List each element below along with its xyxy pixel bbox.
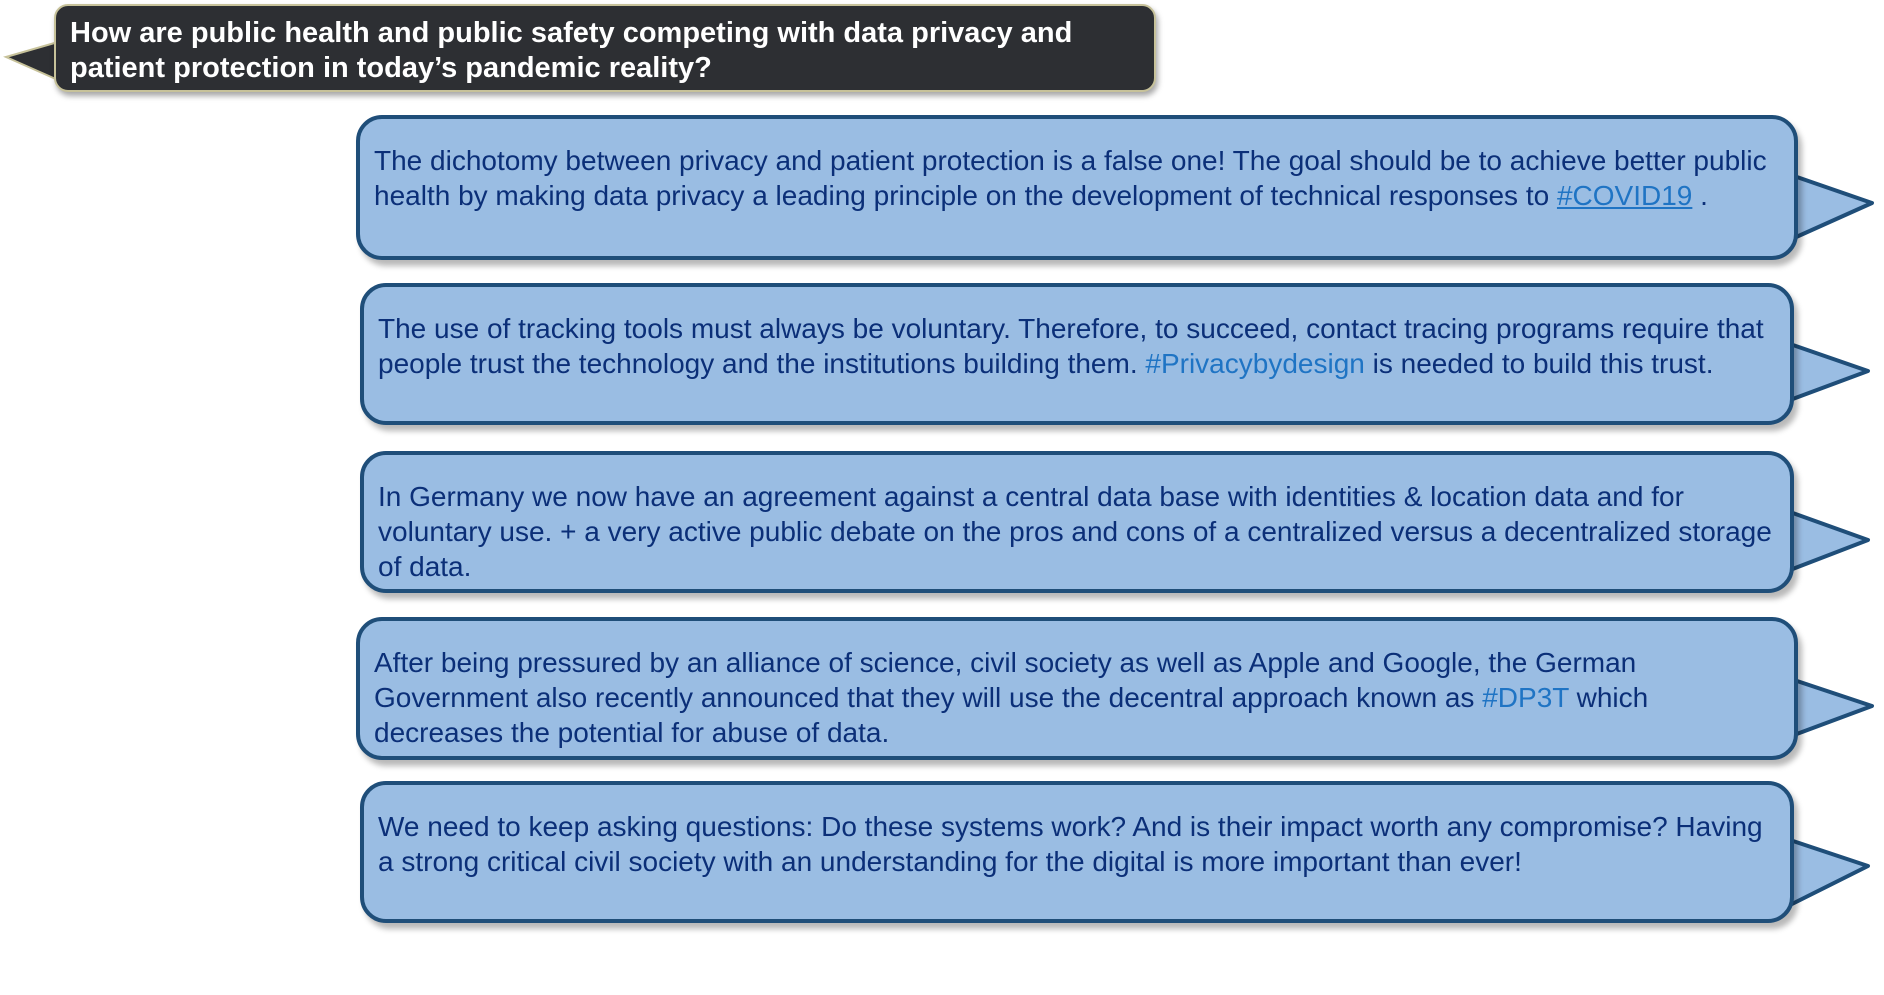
answer-bubble-2 bbox=[360, 283, 1794, 425]
answer-1-text: The dichotomy between privacy and patient protection is a false one! The goal should be to achieve better public health by making data privacy a leading principle on the development of technical responses to bbox=[374, 145, 1767, 211]
question-text: How are public health and public safety competing with data privacy and patient protection in today’s pandemic reality? bbox=[70, 17, 1073, 84]
answer-2-tail bbox=[1790, 344, 1868, 400]
answer-3-text: In Germany we now have an agreement against a central data base with identities & location data and for voluntary use. + a very active public debate on the pros and cons of a centralized versus a decentralized storage of data. bbox=[378, 481, 1772, 582]
question-tail bbox=[6, 42, 58, 80]
answer-4-tail bbox=[1794, 680, 1872, 735]
question-callout bbox=[54, 4, 1156, 92]
answer-3-tail bbox=[1790, 512, 1868, 570]
answer-1-text-end: . bbox=[1692, 180, 1708, 211]
answer-5-tail bbox=[1790, 840, 1868, 905]
answer-5-text: We need to keep asking questions: Do these systems work? And is their impact worth any compromise? Having a strong critical civil society with an understanding for the digital is more important than ever! bbox=[378, 811, 1763, 877]
answer-1-tail bbox=[1794, 176, 1872, 238]
hashtag-covid19-link[interactable]: #COVID19 bbox=[1556, 180, 1693, 211]
hashtag-dp3t: #DP3T bbox=[1482, 682, 1569, 713]
answer-bubble-5 bbox=[360, 781, 1794, 923]
answer-2-text: The use of tracking tools must always be voluntary. Therefore, to succeed, contact tracing programs require that people trust the technology and the institutions building them. bbox=[378, 313, 1764, 379]
answer-bubble-4 bbox=[356, 617, 1798, 760]
hashtag-privacybydesign: #Privacybydesign bbox=[1145, 348, 1365, 379]
answer-2-text-end: is needed to build this trust. bbox=[1364, 348, 1714, 379]
answer-bubble-1 bbox=[356, 115, 1798, 260]
answer-4-text: After being pressured by an alliance of science, civil society as well as Apple and Google, the German Government also recently announced that they will use the decentral approach known as bbox=[374, 647, 1637, 713]
answer-bubble-3 bbox=[360, 451, 1794, 593]
answer-4-text-end: which decreases the potential for abuse of data. bbox=[374, 682, 1649, 748]
